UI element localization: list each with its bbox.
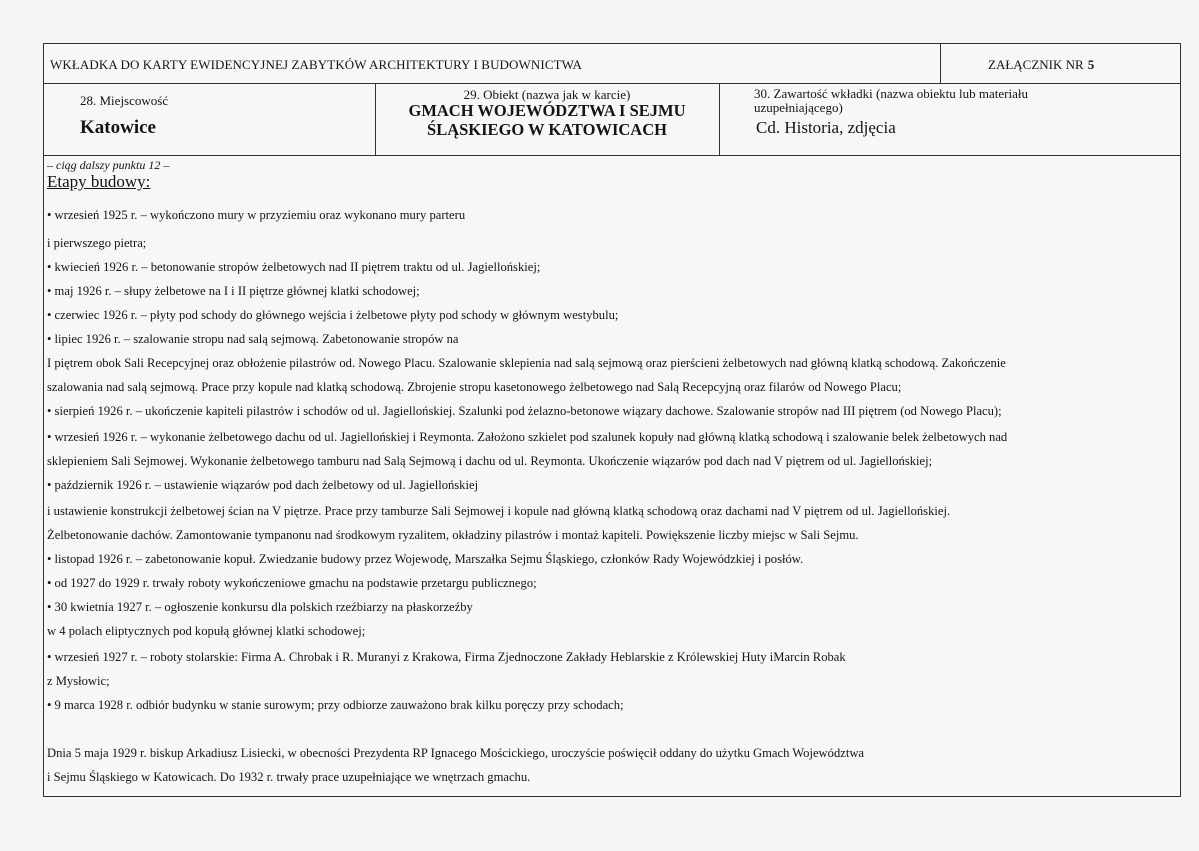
document-title: WKŁADKA DO KARTY EWIDENCYJNEJ ZABYTKÓW ARCHITEKTURY I BUDOWNICTWA <box>50 57 583 72</box>
object-name-line2: ŚLĄSKIEGO W KATOWICACH <box>427 120 667 139</box>
history-line: • wrzesień 1926 r. – wykonanie żelbetowego dachu od ul. Jagiellońskiej i Reymonta. Założono szkielet pod szalunek kopuły nad główną klatką schodową i szalowanie belek żelbetowych nad <box>47 430 1008 444</box>
location-label: 28. Miejscowość <box>80 93 169 108</box>
history-line: Żelbetonowanie dachów. Zamontowanie tympanonu nad środkowym ryzalitem, okładziny pilastrów i montaż kapiteli. Powiększenie liczby miejsc w Sali Sejmu. <box>47 528 859 542</box>
history-line: i Sejmu Śląskiego w Katowicach. Do 1932 r. trwały prace uzupełniające we wnętrzach gmachu. <box>47 770 531 784</box>
history-line: szalowania nad salą sejmową. Prace przy kopule nad klatką schodową. Zbrojenie stropu kasetonowego żelbetowego nad Salą Recepcyjną oraz filarów od Nowego Placu; <box>47 380 902 394</box>
history-line: • listopad 1926 r. – zabetonowanie kopuł. Zwiedzanie budowy przez Wojewodę, Marszałka Sejmu Śląskiego, członków Rady Wojewódzkiej i posłów. <box>47 552 804 566</box>
history-line: • 30 kwietnia 1927 r. – ogłoszenie konkursu dla polskich rzeźbiarzy na płaskorzeźby <box>47 600 473 614</box>
history-line: Dnia 5 maja 1929 r. biskup Arkadiusz Lisiecki, w obecności Prezydenta RP Ignacego Mościckiego, uroczyście poświęcił oddany do użytku Gmach Województwa <box>47 746 865 760</box>
location-value: Katowice <box>80 117 156 138</box>
attachment-label <box>988 57 1094 73</box>
history-line: • od 1927 do 1929 r. trwały roboty wykończeniowe gmachu na podstawie przetargu publicznego; <box>47 576 537 590</box>
continuation-note: – ciąg dalszy punktu 12 – <box>47 158 170 172</box>
attachment-label-text: ZAŁĄCZNIK NR <box>988 57 1084 72</box>
attachment-number: 5 <box>1087 57 1095 72</box>
field-divider-2 <box>719 84 720 155</box>
history-line: w 4 polach eliptycznych pod kopułą głównej klatki schodowej; <box>47 624 366 638</box>
object-name <box>375 101 719 139</box>
stages-heading: Etapy budowy: <box>47 172 151 191</box>
history-line: • sierpień 1926 r. – ukończenie kapiteli pilastrów i schodów od ul. Jagiellońskiej. Szalunki pod żelazno-betonowe wiązary dachowe. Szalowanie stropów nad III piętrem (od Nowego Placu); <box>47 404 1002 418</box>
fields-row <box>44 84 1180 156</box>
object-label: 29. Obiekt (nazwa jak w karcie) <box>463 87 631 102</box>
history-line: • październik 1926 r. – ustawienie wiązarów pod dach żelbetowy od ul. Jagiellońskiej <box>47 478 479 492</box>
history-line: • 9 marca 1928 r. odbiór budynku w stanie surowym; przy odbiorze zauważono brak kilku poręczy przy schodach; <box>47 698 624 712</box>
history-line: • kwiecień 1926 r. – betonowanie stropów żelbetowych nad II piętrem traktu od ul. Jagiellońskiej; <box>47 260 541 274</box>
history-line: • maj 1926 r. – słupy żelbetowe na I i II piętrze głównej klatki schodowej; <box>47 284 420 298</box>
history-line: • wrzesień 1925 r. – wykończono mury w przyziemiu oraz wykonano mury parteru <box>47 208 466 222</box>
history-line: • czerwiec 1926 r. – płyty pod schody do głównego wejścia i żelbetowe płyty pod schody w głównym westybulu; <box>47 308 619 322</box>
record-sheet <box>43 43 1181 797</box>
history-line: i ustawienie konstrukcji żelbetowej ścian na V piętrze. Prace przy tamburze Sali Sejmowej i kopule nad główną klatką schodową oraz dachami nad V piętrem od ul. Jagiellońskiej. <box>47 504 951 518</box>
history-line: i pierwszego pietra; <box>47 236 147 250</box>
contents-value: Cd. Historia, zdjęcia <box>756 118 896 137</box>
history-line: I piętrem obok Sali Recepcyjnej oraz obłożenie pilastrów od. Nowego Placu. Szalowanie sklepienia nad salą sejmową oraz pierścieni żelbetowych nad główną klatką schodową. Zakończenie <box>47 356 1006 370</box>
header-divider <box>940 44 941 84</box>
history-line: • lipiec 1926 r. – szalowanie stropu nad salą sejmową. Zabetonowanie stropów na <box>47 332 459 346</box>
history-line: • wrzesień 1927 r. – roboty stolarskie: Firma A. Chrobak i R. Muranyi z Krakowa, Firma Zjednoczone Zakłady Heblarskie z Królewskiej Huty iMarcin Robak <box>47 650 846 664</box>
contents-label: 30. Zawartość wkładki (nazwa obiektu lub materiału uzupełniającego) <box>754 86 1028 115</box>
history-line: z Mysłowic; <box>47 674 110 688</box>
history-line: sklepieniem Sali Sejmowej. Wykonanie żelbetowego tamburu nad Salą Sejmową i dachu od ul. Reymonta. Ukończenie wiązarów pod dach nad V piętrem od ul. Jagiellońskiej; <box>47 454 933 468</box>
header-row <box>44 44 1180 84</box>
object-name-line1: GMACH WOJEWÓDZTWA I SEJMU <box>408 101 686 120</box>
